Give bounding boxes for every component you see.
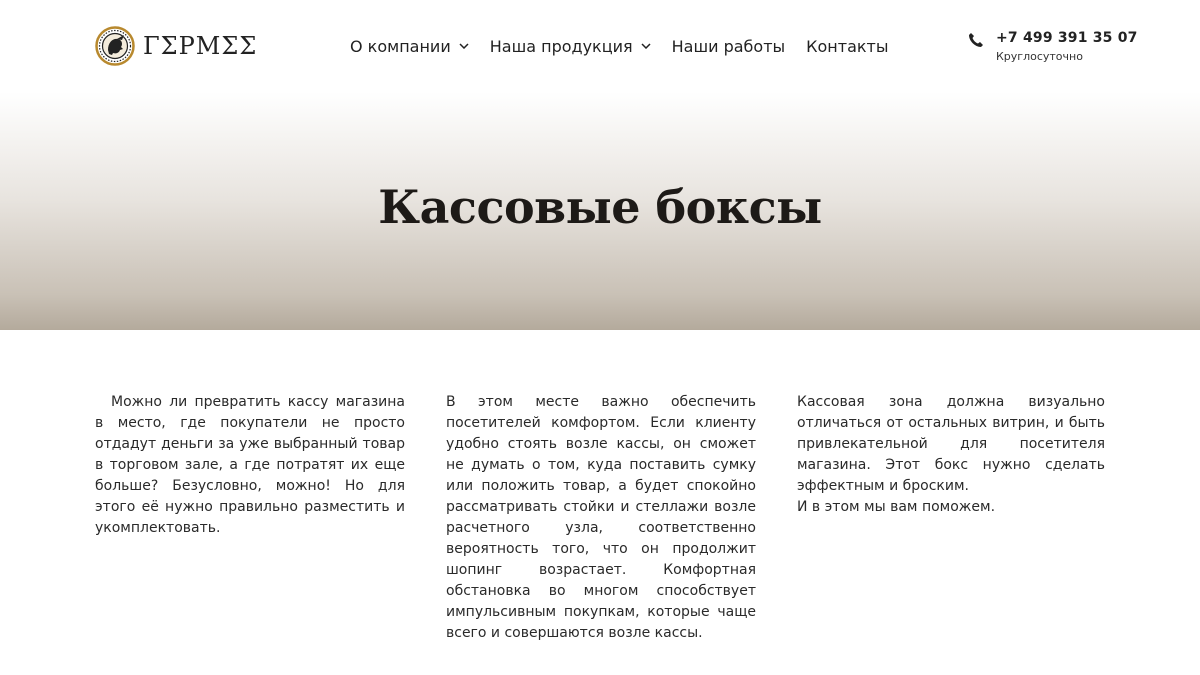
chevron-down-icon (641, 43, 651, 49)
content-column-1 (95, 392, 405, 539)
nav-item-label: Наша продукция (489, 36, 633, 56)
paragraph: Кассовая зона должна визуально отличаться от остальных витрин, и быть привлекательной для посетителя магазина. Этот бокс нужно сделать эффектным и броским. (797, 394, 1105, 494)
paragraph: В этом месте важно обеспечить посетителей комфортом. Если клиенту удобно стоять возле кассы, он сможет не думать о том, куда поставить сумку или положить товар, а будет спокойно рассматривать стойки и стеллажи возле расчетного узла, соответственно вероятность того, что он продолжит шопинг возрастает. Комфортная обстановка во многом способствует импульсивным покупкам, которые чаще всего и совершаются возле кассы. (446, 394, 756, 641)
nav-item-label: О компании (350, 36, 451, 56)
content-column-3 (797, 392, 1105, 518)
phone-icon (968, 32, 984, 48)
logo-link[interactable] (95, 26, 257, 66)
nav-item-works[interactable] (672, 37, 786, 56)
site-header (0, 0, 1200, 92)
phone-subtitle: Круглосуточно (996, 50, 1083, 63)
nav-item-contacts[interactable] (806, 37, 888, 56)
paragraph: И в этом мы вам поможем. (797, 499, 996, 515)
paragraph: Можно ли превратить кассу магазина в место, где покупатели не просто отдадут деньги за уже выбранный товар в торговом зале, а где потратят их еще больше? Безусловно, можно! Но для этого её нужно правильно разместить и укомплектовать. (95, 394, 405, 536)
nav-item-about[interactable] (350, 37, 469, 56)
hermes-emblem-icon (95, 26, 135, 66)
nav-item-label: Контакты (806, 36, 889, 56)
page-title: Кассовые боксы (378, 180, 822, 234)
nav-item-label: Наши работы (671, 36, 786, 56)
main-nav (350, 34, 889, 58)
hero-banner (0, 92, 1200, 330)
nav-item-products[interactable] (490, 37, 651, 56)
content-column-2 (446, 392, 756, 644)
logo-text: ΓΣΡΜΣΣ (143, 32, 258, 60)
chevron-down-icon (459, 43, 469, 49)
phone-number-link[interactable]: +7 499 391 35 07 (996, 30, 1138, 46)
